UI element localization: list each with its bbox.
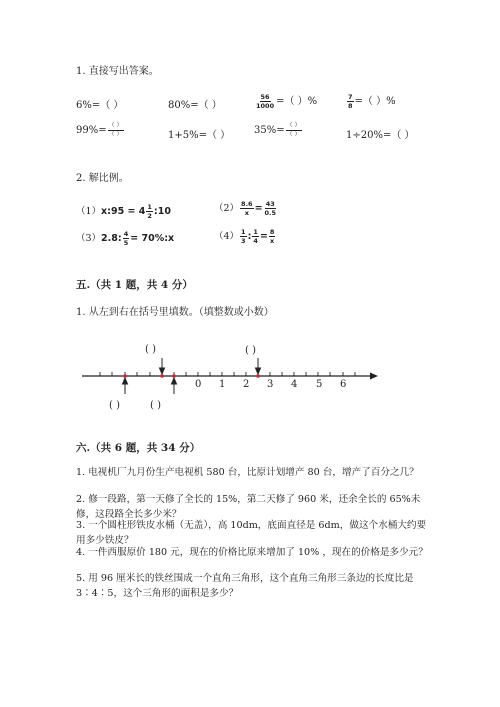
denominator: x: [244, 209, 249, 217]
expr-right: :10: [153, 206, 171, 217]
denominator: 8: [348, 102, 353, 110]
section-5-title: 五.（共 1 题，共 4 分）: [76, 279, 193, 291]
equals: =: [259, 231, 268, 242]
numerator: 7: [348, 92, 353, 101]
q1-item-2: 80%=（ ）: [168, 100, 222, 111]
section-6-question-1: 1. 电视机厂九月份生产电视机 580 台，比原计划增产 80 台，增产了百分之几？: [76, 467, 419, 478]
denominator: 2: [147, 212, 152, 220]
numerator: 56: [260, 92, 270, 101]
tick-label-3: 3: [267, 379, 274, 390]
up-arrows: [123, 378, 177, 394]
q1-item-8: 1÷20%=（ ）: [346, 130, 415, 141]
q1-item-3-blank: =（ ）%: [276, 96, 318, 107]
colon: :: [247, 231, 252, 242]
numerator: 1: [253, 227, 258, 236]
denominator: 0.5: [264, 209, 277, 217]
down-arrows: [160, 358, 261, 374]
expr-left: 2.8:: [101, 233, 122, 244]
problem-number: （2）: [214, 203, 240, 214]
numerator: 1: [241, 227, 246, 236]
denominator: 5: [123, 239, 129, 247]
q1-item-1: 6%=（ ）: [76, 100, 124, 111]
bottom-blank-1: ( ): [109, 400, 120, 411]
q1-title: 1. 直接写出答案。: [76, 66, 159, 77]
denominator: 3: [241, 237, 246, 245]
blank-numerator: （ ）: [286, 122, 301, 129]
denominator: x: [270, 237, 275, 245]
section-6-question-5: 5. 用 96 厘米长的铁丝围成一个直角三角形，这个直角三角形三条边的长度比是 3∶4∶5，这个三角形的面积是多少？: [76, 573, 414, 599]
numerator: 8: [269, 227, 275, 236]
q2-title: 2. 解比例。: [76, 173, 129, 184]
q1-item-5-text: 99%=: [76, 125, 107, 136]
tick-label-4: 4: [291, 379, 298, 390]
numerator: 43: [265, 199, 275, 208]
top-blank-1: ( ): [145, 344, 156, 355]
numerator: 1: [147, 202, 152, 211]
problem-number: （4）: [214, 231, 240, 242]
tick-label-2: 2: [243, 379, 250, 390]
blank-denominator: （ ）: [286, 131, 301, 138]
axis-arrow-icon: [370, 373, 378, 380]
blank-numerator: （ ）: [108, 122, 123, 129]
problem-number: （1）: [76, 206, 102, 217]
problem-number: （3）: [76, 233, 102, 244]
tick-label-0: 0: [195, 379, 202, 390]
q1-item-7-text: 35%=: [254, 125, 285, 136]
bottom-blank-2: ( ): [150, 400, 161, 411]
equals: =: [254, 203, 263, 214]
numerator: 4: [123, 229, 129, 238]
expr-left: x:95 = 4: [101, 206, 146, 217]
tick-label-5: 5: [316, 379, 323, 390]
numerator: 8.6: [241, 199, 253, 208]
section-5-question: 1. 从左到右在括号里填数。（填整数或小数）: [76, 307, 274, 318]
blank-denominator: （ ）: [108, 131, 123, 138]
denominator: 1000: [256, 102, 275, 110]
q1-item-4-blank: =（ ）%: [354, 96, 396, 107]
top-blank-2: ( ): [245, 345, 256, 356]
denominator: 4: [253, 237, 258, 245]
section-6-question-3: 3. 一个圆柱形铁皮水桶（无盖），高 10dm，底面直径是 6dm，做这个水桶大约要用多少铁皮？: [76, 520, 427, 546]
section-6-question-4: 4. 一件西服原价 180 元，现在的价格比原来增加了 10% ，现在的价格是多少元？: [76, 547, 428, 558]
expr-right: = 70%:x: [130, 233, 175, 244]
section-6-question-2: 2. 修一段路，第一天修了全长的 15%，第二天修了 960 米，还余全长的 65%未修，这段路全长多少米？: [76, 494, 421, 520]
section-6-title: 六.（共 6 题，共 34 分）: [76, 442, 201, 454]
tick-label-6: 6: [340, 379, 347, 390]
tick-label-1: 1: [219, 379, 226, 390]
q1-item-6: 1+5%=（ ）: [168, 130, 231, 141]
